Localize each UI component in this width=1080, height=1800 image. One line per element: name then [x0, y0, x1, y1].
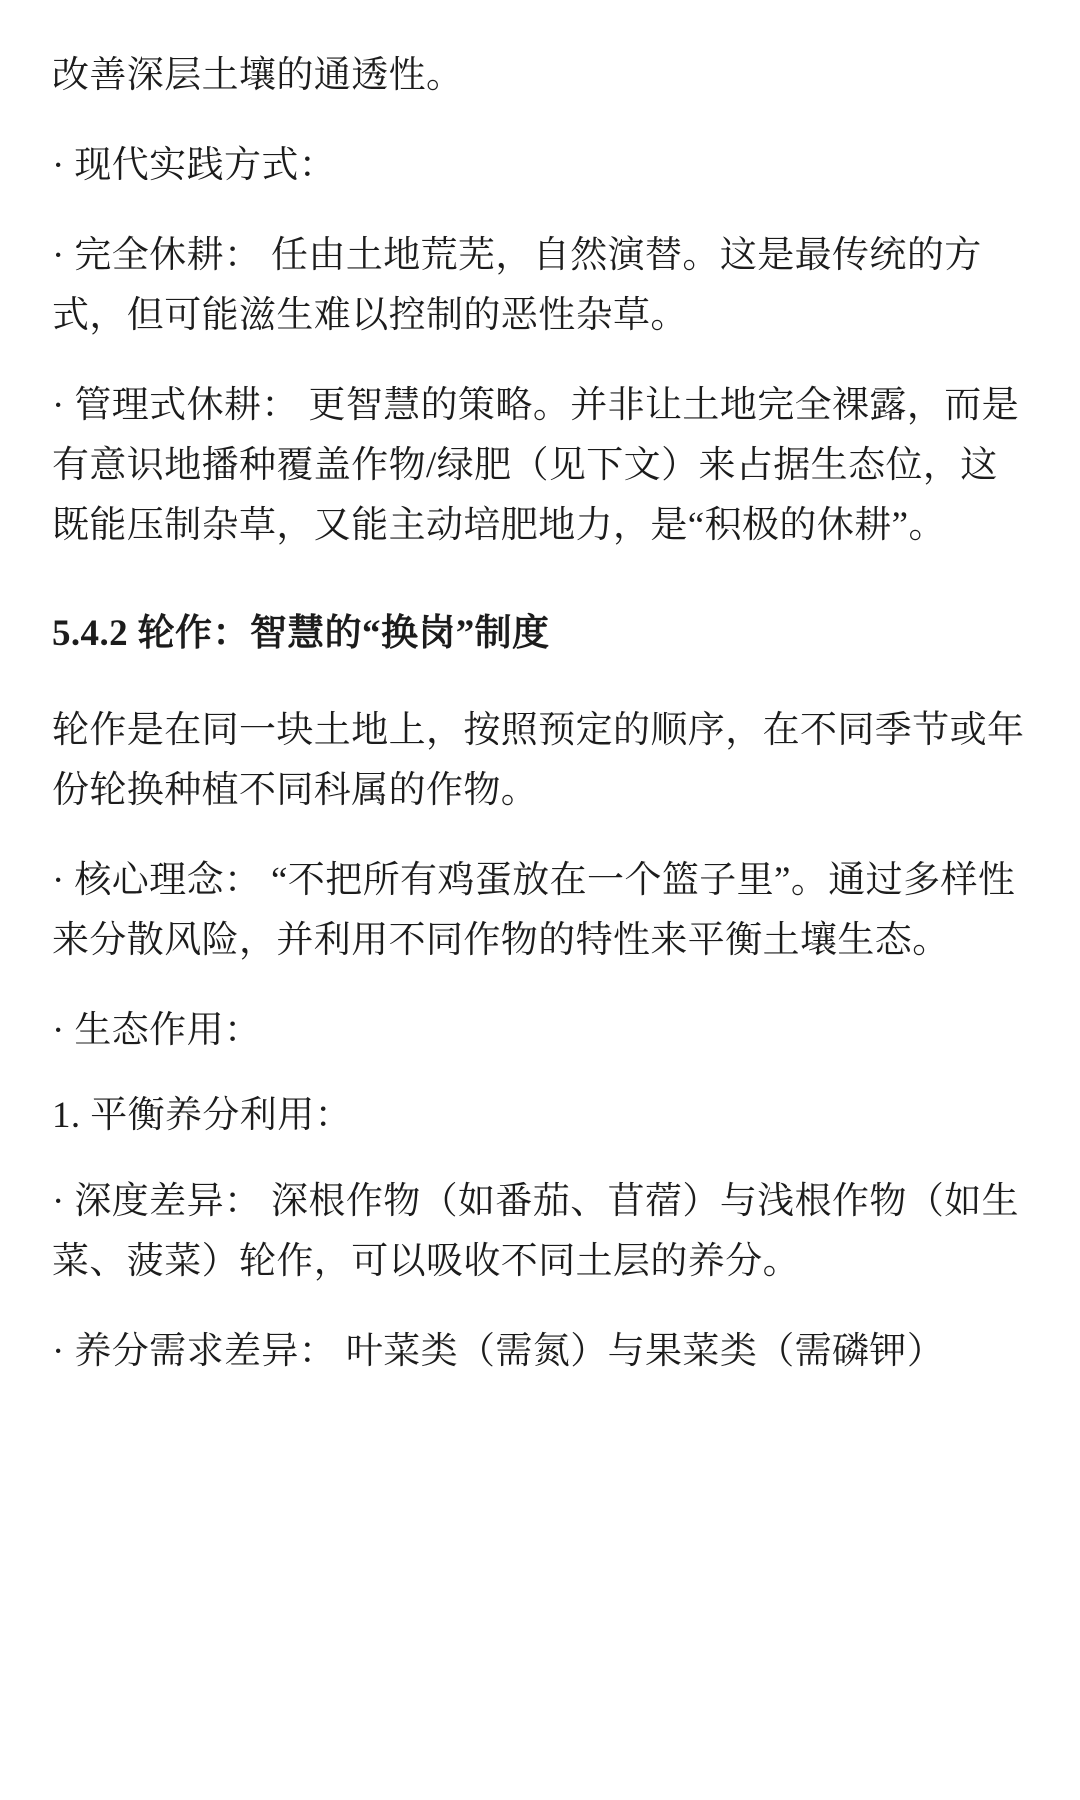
- paragraph-continuation: 改善深层土壤的通透性。: [52, 55, 464, 96]
- paragraph-list-item-1: 1. 平衡养分利用：: [52, 1095, 352, 1137]
- paragraph-core-idea: · 核心理念： “不把所有鸡蛋放在一个篮子里”。通过多样性来分散风险，并利用不同作物的特性来平衡土壤生态。: [52, 859, 1016, 961]
- paragraph-full-fallow: · 完全休耕： 任由土地荒芜，自然演替。这是最传统的方式，但可能滋生难以控制的恶性杂草。: [52, 234, 982, 336]
- paragraph-eco-effect-label: · 生态作用：: [52, 1009, 262, 1051]
- paragraph-modern-practice-label: · 现代实践方式：: [52, 144, 337, 186]
- paragraph-rotation-definition: 轮作是在同一块土地上，按照预定的顺序，在不同季节或年份轮换种植不同科属的作物。: [52, 709, 1025, 811]
- paragraph-nutrient-difference: · 养分需求差异： 叶菜类（需氮）与果菜类（需磷钾）: [52, 1331, 945, 1373]
- paragraph-managed-fallow: · 管理式休耕： 更智慧的策略。并非让土地完全裸露，而是有意识地播种覆盖作物/绿肥（见下文）来占据生态位，这既能压制杂草，又能主动培肥地力，是“积极的休耕”。: [52, 384, 1020, 546]
- section-heading-5-4-2: 5.4.2 轮作：智慧的“换岗”制度: [52, 612, 550, 654]
- paragraph-depth-difference: · 深度差异： 深根作物（如番茄、苜蓿）与浅根作物（如生菜、菠菜）轮作，可以吸收不同土层的养分。: [52, 1181, 1020, 1283]
